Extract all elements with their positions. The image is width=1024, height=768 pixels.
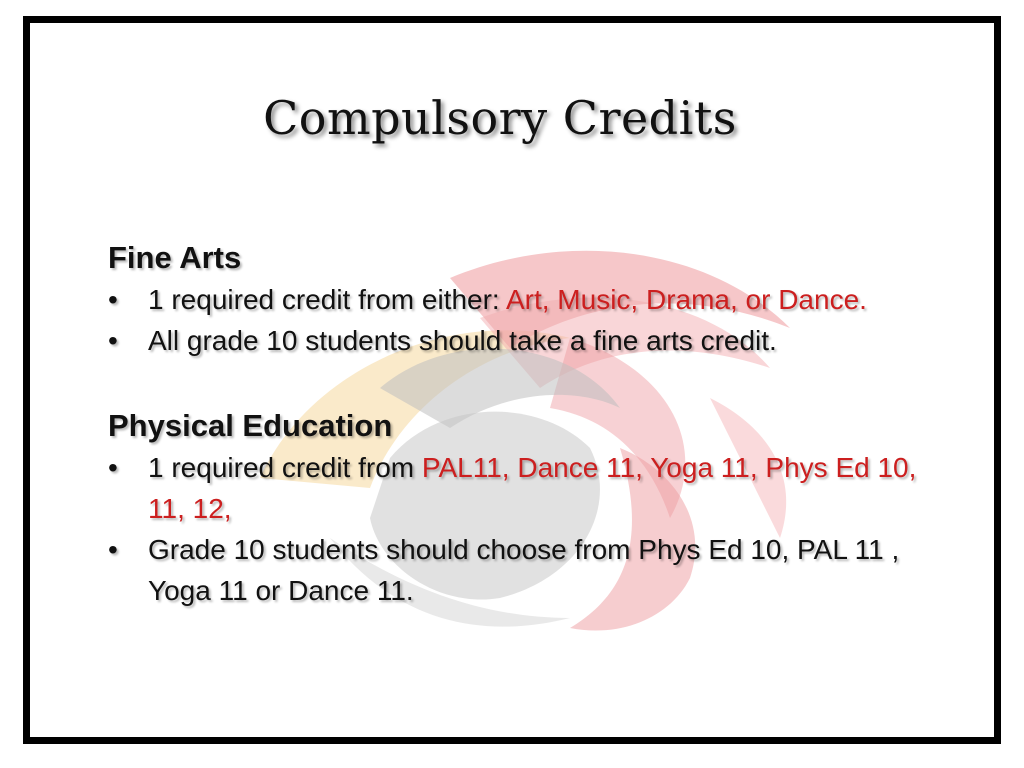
bullet-item — [108, 529, 948, 611]
bullet-text: Grade 10 students should choose from Phys Ed 10, PAL 11 , Yoga 11 or Dance 11. — [148, 534, 900, 606]
bullet-dot: • — [108, 452, 118, 483]
slide-title: Compulsory Credits — [263, 91, 737, 145]
slide-content — [108, 237, 948, 611]
bullet-dot: • — [108, 284, 118, 315]
bullet-dot: • — [108, 325, 118, 356]
bullet-item — [108, 447, 948, 529]
bullet-item — [108, 320, 948, 361]
slide-frame — [23, 16, 1001, 744]
section-heading: Physical Education — [108, 408, 393, 443]
section-heading: Fine Arts — [108, 240, 242, 275]
bullet-highlight: Art, Music, Drama, or Dance. — [505, 284, 867, 315]
bullet-list — [108, 279, 948, 361]
bullet-list — [108, 447, 948, 611]
section-fine-arts — [108, 237, 948, 361]
section-physical-education — [108, 405, 948, 611]
bullet-text: 1 required credit from either: — [148, 284, 506, 315]
bullet-text: 1 required credit from — [148, 452, 422, 483]
bullet-highlight: PAL11, Dance 11, Yoga 11, Phys Ed 10, 11, 12, — [148, 452, 917, 524]
bullet-text: All grade 10 students should take a fine arts credit. — [148, 325, 777, 356]
section-spacer — [108, 361, 948, 405]
bullet-item — [108, 279, 948, 320]
bullet-dot: • — [108, 534, 118, 565]
